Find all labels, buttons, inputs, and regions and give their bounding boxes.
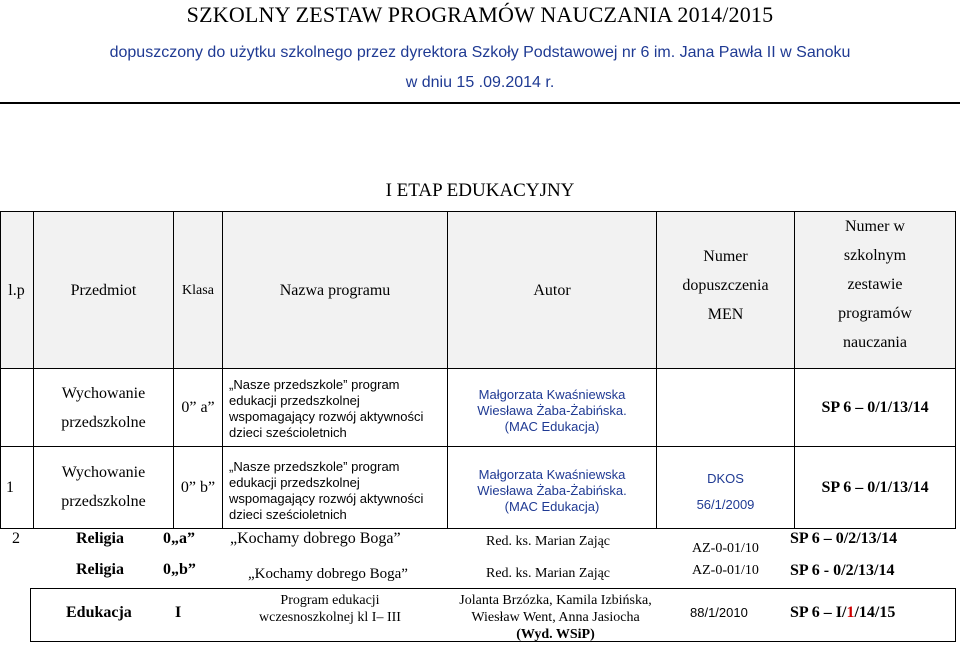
table-row-5-numer: [790, 604, 895, 622]
table-row-4-men: AZ-0-01/10: [692, 563, 759, 578]
table-row-3-nazwa: „Kochamy dobrego Boga”: [230, 530, 401, 547]
autor-line: Wiesław Went, Anna Jasiocha: [471, 610, 640, 625]
table-row-1-klasa: 0” a”: [181, 398, 215, 416]
table-border-right: [955, 211, 956, 529]
nazwa-line: wczesnoszkolnej kl I– III: [259, 610, 401, 625]
numer-part-highlight: 1: [846, 604, 855, 621]
row-divider: [0, 528, 956, 529]
column-header-szkolny-line: zestawie: [847, 276, 903, 293]
section-title: I ETAP EDUKACYJNY: [385, 180, 575, 201]
table-row-3-klasa: 0„a”: [163, 530, 195, 547]
przedmiot-line: przedszkolne: [61, 414, 146, 431]
column-header-szkolny-line: programów: [838, 305, 912, 322]
column-header-przedmiot: Przedmiot: [70, 281, 137, 299]
table-row-1-autor: [448, 387, 656, 435]
approval-date: w dniu 15 .09.2014 r.: [405, 74, 555, 91]
autor-line: Małgorzata Kwaśniewska: [478, 387, 626, 402]
table-row-2-nazwa: „Nasze przedszkole” program edukacji przedszkolnej wspomagający rozwój aktywności dzieci sześcioletnich: [229, 459, 424, 522]
table-row-4-przedmiot: Religia: [76, 561, 124, 578]
column-header-autor: Autor: [533, 281, 571, 299]
table-row-3-men: AZ-0-01/10: [692, 541, 759, 556]
column-header-men-line: dopuszczenia: [682, 277, 769, 294]
table-row-1-przedmiot: [34, 379, 173, 437]
table-row-2-przedmiot: [34, 458, 173, 516]
page-title: SZKOLNY ZESTAW PROGRAMÓW NAUCZANIA 2014/2015: [186, 2, 774, 27]
autor-line: (MAC Edukacja): [504, 499, 600, 514]
column-header-men-line: Numer: [703, 248, 748, 265]
table-row-3-autor: Red. ks. Marian Zając: [486, 534, 611, 549]
top-divider: [0, 102, 960, 104]
autor-line: (Wyd. WSiP): [516, 627, 595, 642]
column-divider: [30, 588, 31, 642]
row-divider: [30, 588, 956, 589]
autor-line: Jolanta Brzózka, Kamila Izbińska,: [459, 593, 652, 608]
table-row-4-autor: Red. ks. Marian Zając: [486, 566, 611, 581]
table-row-4-nazwa: „Kochamy dobrego Boga”: [248, 566, 408, 582]
przedmiot-line: przedszkolne: [61, 493, 146, 510]
autor-line: Wiesława Żaba-Żabińska.: [477, 483, 627, 498]
column-header-szkolny-line: Numer w: [845, 218, 905, 235]
table-row-5-klasa: I: [175, 604, 182, 621]
column-header-szkolny-line: szkolnym: [843, 247, 907, 264]
column-header-klasa: Klasa: [182, 282, 214, 298]
table-row-5-men: 88/1/2010: [690, 605, 748, 620]
autor-line: Wiesława Żaba-Żabińska.: [477, 403, 627, 418]
numer-part: /14/15: [854, 604, 896, 621]
column-header-men-line: MEN: [707, 306, 744, 323]
table-row-5-przedmiot: Edukacja: [66, 604, 132, 621]
column-header-lp: l.p: [8, 281, 25, 299]
table-row-2-klasa: 0” b”: [180, 478, 216, 496]
autor-line: Małgorzata Kwaśniewska: [478, 467, 626, 482]
przedmiot-line: Wychowanie: [61, 385, 146, 402]
column-divider: [955, 588, 956, 642]
table-row-2-numer: SP 6 – 0/1/13/14: [821, 478, 929, 496]
page-subtitle: dopuszczony do użytku szkolnego przez dyrektora Szkoły Podstawowej nr 6 im. Jana Pawła II w Sanoku: [109, 44, 851, 61]
column-header-men: [657, 242, 794, 329]
table-row-3-lp: 2: [12, 530, 20, 547]
column-header-nazwa: Nazwa programu: [279, 281, 391, 299]
men-line: DKOS: [707, 471, 744, 486]
table-row-3-numer: SP 6 – 0/2/13/14: [790, 530, 898, 547]
table-row-5-autor: [448, 592, 663, 643]
men-line: 56/1/2009: [696, 497, 755, 512]
column-header-szkolny-line: nauczania: [843, 334, 907, 351]
table-row-2-lp: 1: [6, 478, 14, 496]
przedmiot-line: Wychowanie: [61, 464, 146, 481]
table-row-4-klasa: 0„b”: [163, 561, 196, 578]
table-row-5-nazwa: [230, 592, 430, 626]
autor-line: (MAC Edukacja): [504, 419, 600, 434]
nazwa-line: Program edukacji: [280, 593, 380, 608]
table-row-2-autor: [448, 467, 656, 515]
table-row-2-men: [657, 466, 794, 518]
table-row-1-nazwa: „Nasze przedszkole” program edukacji przedszkolnej wspomagający rozwój aktywności dzieci sześcioletnich: [229, 377, 424, 440]
column-header-szkolny: [795, 212, 955, 357]
numer-part: SP 6 – I/: [790, 604, 847, 621]
table-row-3-przedmiot: Religia: [76, 530, 124, 547]
table-row-1-numer: SP 6 – 0/1/13/14: [821, 398, 929, 416]
table-row-4-numer: SP 6 - 0/2/13/14: [790, 562, 895, 579]
